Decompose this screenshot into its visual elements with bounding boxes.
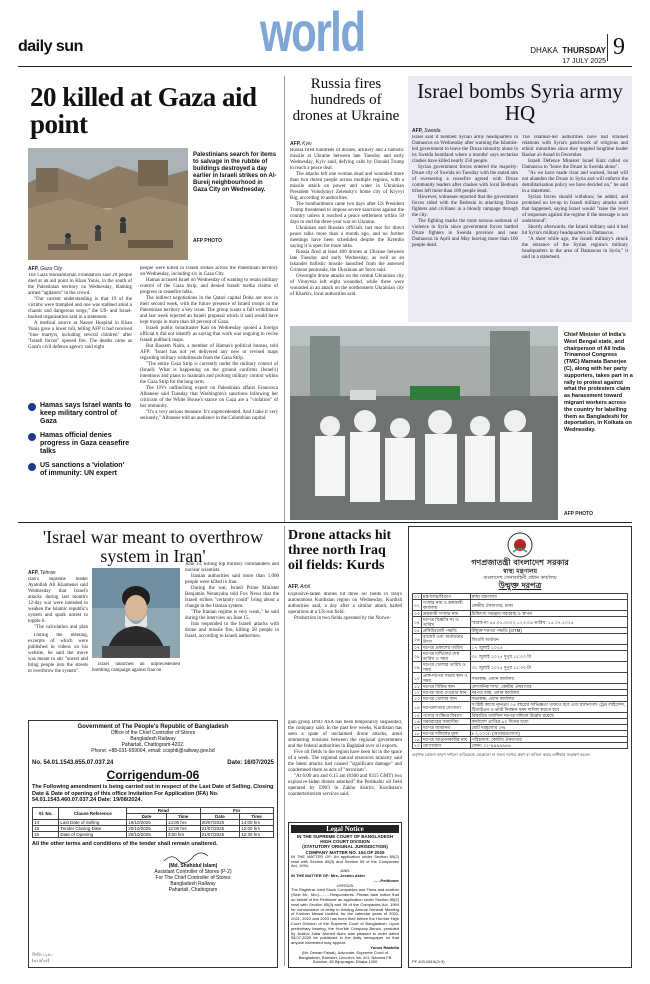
ukraine-paragraph: Overnight drone attacks on the central Ukrainian city of Vinnytsia left eight wounded, while three were wounded in an attack on the northeastern Ukrainian city of Kharkiv, local authorities said. [290, 274, 404, 297]
legal-court3: (STATUTORY ORIGINAL JURISDICTION) [302, 844, 388, 850]
syria-paragraph: "A short while ago, the Israeli military's struck the entrance of the Syrian regime's military headquarters in the area of Damascus in Syria," it said in a statement. [522, 237, 628, 260]
ukraine-dateline-agency: AFP, [290, 141, 301, 147]
railway-office: Office of the Chief Controller of Stores [110, 730, 196, 736]
iran-headline: 'Israel war meant to overthrow system in Iran' [42, 527, 264, 566]
syria-column-1 [412, 135, 518, 315]
syria-dateline-agency: AFP, [412, 128, 423, 134]
iran-paragraph: During the war, Israeli Prime Minister Benjamin Netanyahu told Fox News that the Israeli strikes "certainly could" bring about a change in the Iranian system. [185, 586, 279, 609]
railway-address: Pahartali, Chattogram-4202. [121, 742, 185, 748]
syria-dateline [412, 128, 441, 134]
gaza-rubble-illustration [28, 148, 188, 260]
railway-signer-title1: Assistant Controller of Stores (P-2) [154, 868, 232, 875]
railway-signer-org: Bangladesh Railway [170, 880, 216, 887]
iraq-paragraph: gian group DNO ASA has been temporarily suspended, the company said. In the past few weeks, Kurdistan has seen a spate of unclaimed drone attacks, amid simmering tensions between the regional government and the federal authorities in Baghdad over oil exports. [288, 720, 402, 749]
railway-memo-no: No. 54.01.1543.655.07.037.24 [32, 760, 114, 766]
gaza-paragraph: people were killed in Israeli strikes across the Palestinian territory on Wednesday, including six in Gaza City. [140, 266, 278, 277]
section-rule [18, 522, 632, 523]
mamata-credit: AFP PHOTO [564, 511, 593, 517]
gaza-paragraph: "It's a very serious measure. It's unprecedented. And I take it very seriously," Albanese told an audience in the Colombian capital. [140, 410, 278, 421]
syria-paragraph: Israel said it bombed Syrian army headquarters in Damascus on Wednesday after warning the Islamist-led government to leave the Druze minority alone in its Sweida heartland where a months' says sectarian clashes have killed nearly 250 people. [412, 135, 518, 164]
gaza-paragraph: But Bassem Naim, a member of Hamas's political bureau, told AFP: "Israel has not yet delivered any new or revised maps regarding military withdrawals from the Gaza Strip. [140, 344, 278, 361]
syria-paragraph: However, witnesses reported that the government forces sided with the Bedouin in attacking Druze fighters and civilians in a bloody rampage through the city. [412, 195, 518, 218]
city-label: DHAKA [530, 46, 558, 55]
legal-matter1: IN THE MATTER OF: An application under Section 85(2) read with Section 85(3) and Section 99 of the Companies Act, 1994. [291, 853, 399, 869]
iran-dateline-city: Tehran [40, 570, 56, 576]
table-row: ২০ যোগাযোগ ফোন: ০২-৯৯৯৯৯৯৯ [413, 743, 628, 749]
legal-and: -AND- [339, 868, 351, 874]
iran-paragraph: Iran responded to the Israeli attacks with drone and missile fire, killing 28 people in Israel, according to Israeli authorities. [185, 622, 279, 639]
legal-case: COMPANY MATTER NO. 104 OF 2025 [305, 849, 385, 855]
table-row: ০৫ প্রকিউরমেন্ট পদ্ধতি উন্মুক্ত দরপত্র পদ্ধতি (OTM) [413, 628, 628, 634]
syria-paragraph: The fighting marks the most serious outbreak of violence in Syria since government forces battled Druze fighters in Sweida province and near Damascus in April and May leaving more than 100 people dead. [412, 219, 518, 248]
legal-court2: HIGH COURT DIVISION [320, 839, 370, 845]
syria-paragraph: Israeli Defence Minister Israel Katz called on Damascus to "leave the Druze in Sweida alone". [522, 159, 628, 170]
railway-th: Date [127, 813, 167, 819]
table-row: ১২ দরপত্র জমা দেওয়ার স্থান দরপত্র বাক্স, প্রধান কার্যালয় [413, 690, 628, 696]
iraq-dateline-city: Arbil [300, 584, 311, 590]
masthead-rule [18, 66, 632, 67]
railway-gov-line: Government of The People's Republic of Bangladesh [77, 724, 229, 730]
table-row: ০১ মন্ত্রণালয়/বিভাগ স্বাস্থ্য মন্ত্রণালয় [413, 594, 628, 600]
syria-paragraph: Syrian forces should withdraw, he added, and promised no let-up in Israeli military attacks until that happened, saying Israel would "raise the level of responses against the regime if the message is not understood". [522, 195, 628, 224]
ukraine-paragraph: Ukrainian and Russian officials last met for direct peace talks more than a month ago, and no further meetings have been scheduled despite the Kremlin saying it is open for more talks. [290, 226, 404, 249]
gaza-column-1 [28, 273, 132, 395]
iran-paragraph: "The Iranian regime is very weak," he said during the interview on June 15. [185, 610, 279, 621]
khamenei-photo [92, 568, 180, 658]
syria-paragraph: Syrian government forces entered the majority-Druze city of Sweida on Tuesday with the stated aim of overseeing a ceasefire agreed with Druze community leaders after clashes with local Bedouin tribes left more than 100 people dead. [412, 165, 518, 194]
dateline-block [520, 40, 606, 65]
gaza-paragraph: A medical source at Nasser Hospital in Khan Yunis gave a lower toll, telling AFP it had received "nine martyrs, including several children" after "Israeli forces" opened fire. The deaths came as Gaza's civil defence agency said eight [28, 321, 132, 350]
bullet-dot-icon [28, 433, 36, 441]
railway-footer: All the other terms and conditions of the tender shall remain unaltered. [32, 840, 218, 847]
bn-note: কর্তৃপক্ষ কোনো কারণ দর্শানো ব্যতিরেকে যেকোনো বা সকল দরপত্র গ্রহণ বা বাতিল করার অধিকার সংরক্ষণ করেন। [412, 752, 591, 757]
iran-paragraph: June 13, killing top military commanders and nuclear scientists. [185, 562, 279, 573]
table-row: ০৯ দরপত্র খোলার তারিখ ও সময় ৩১ জুলাই ২০২৫ দুপুর ১২:৩০ টা [413, 662, 628, 673]
table-row: ০৩ ক্রয়কারী সংস্থার নাম চিকিৎসা সরঞ্জাম সরবরাহ ও স্থাপন [413, 611, 628, 617]
ukraine-paragraph: Russia fired at least 400 drones at Ukraine between late Tuesday and early Wednesday, as well as an Iskander ballistic missile launched from the annexed Crimean peninsula, the Ukrainian air force said. [290, 250, 404, 273]
bengali-tender-ad [408, 526, 632, 968]
iraq-dateline [288, 584, 310, 590]
iraq-headline: Drone attacks hit three north Iraq oil fields: Kurds [288, 528, 392, 573]
table-row: ১৮ দরপত্র দলিলের মূল্য ৳ ২,০০০/- (অফেরতযোগ্য) [413, 731, 628, 737]
date-label: 17 JULY 2025 [562, 58, 606, 65]
bn-ministry: স্বাস্থ্য মন্ত্রণালয় [502, 568, 538, 575]
gaza-bullet: US sanctions a 'violation' of immunity: UN expert [28, 462, 132, 478]
masthead [0, 0, 650, 66]
railway-th: Clause Reference [59, 807, 127, 819]
khamenei-illustration [92, 568, 180, 658]
table-row: ০৬ বাজেট এবং অর্থায়নের উৎস জিওবি অর্থায়ন [413, 634, 628, 645]
syria-column-2 [522, 135, 628, 315]
gaza-paragraph: The Gaza Humanitarian Foundation said 20 people died at an aid point in Khan Yunis, in the south of the Palestinian territory on Wednesday, blaming armed "agitators" in the crowd. [28, 273, 132, 296]
railway-ad [28, 720, 278, 968]
railway-body: The Following amendment is being carried out in respect of the Last Date of Selling, Closing Date & Date of opening of this office Invitation For Application (IFA) No. 54.01.1543.460.07.037.24 Date: 19/08/2024. [32, 784, 274, 803]
bullet-dot-icon [28, 463, 36, 471]
gaza-photo-credit: AFP PHOTO [193, 238, 222, 244]
syria-paragraph: "As we have made clear and warned, Israel will not abandon the Druze in Syria and will enforce the demilitarisation policy we have decided on," he said in a statement. [522, 171, 628, 194]
table-row: ১৪ দরপত্রদাতার যোগ্যতা সংশ্লিষ্ট কাজে ন্যূনতম ০৫ বছরের অভিজ্ঞতা থাকতে হবে এবং হালনাগাদ ট্রেড লাইসেন্স, টিআইএন ও ভ্যাট নিবন্ধন সনদ দাখিল করতে হবে [413, 702, 628, 713]
column-divider [284, 526, 285, 966]
bangladesh-emblem-icon [507, 532, 533, 558]
bn-gov-title: গণপ্রজাতন্ত্রী বাংলাদেশ সরকার [471, 558, 569, 567]
iraq-paragraph: Production in two fields operated by the Norwe- [294, 616, 391, 621]
iraq-column-2 [288, 720, 402, 820]
syria-paragraph: The Islamist-led authorities have had strained relations with Syria's patchwork of religious and ethnic minorities since they toppled longtime leader Bashar al-Assad in December. [522, 135, 628, 158]
gaza-column-2 [140, 266, 278, 516]
railway-signer-name: (Md. Shahidul Islam) [168, 862, 218, 869]
iran-column-1c [92, 662, 180, 718]
day-label: THURSDAY [562, 46, 606, 55]
iran-paragraph: Iran's supreme leader Ayatollah Ali Khamenei said Wednesday that Israel's attacks during last month's 12-day war were intended to weaken the Islamic republic's system and spark unrest to topple it. [28, 577, 88, 624]
table-row: 15 Tender Closing Date 20/10/2025 12:00 hrs 21/07/2025 12:00 hrs [33, 825, 274, 831]
ukraine-paragraph: The bombardment came two days after US President Trump threatened to impose severe sanctions against the country unless it reached a peace settlement within 50 days to end the three-year war on Ukraine. [290, 202, 404, 225]
gaza-paragraph: The indirect negotiations in the Qatari capital Doha are now in their second week, with the future presence of Israeli troops in the Palestinian territory a key issue. The group wants a full withdrawal and last week rejected an Israeli proposal which it said would have kept troops in more than 40 percent of Gaza. [140, 296, 278, 325]
ukraine-paragraph: The attacks left one woman dead and wounded more than two dozen people across multiple regions, with a missile attack on power and water in Ukrainian President Volodymyr Zelensky's home city of Kryvyi Rig, according to authorities. [290, 172, 404, 201]
iran-dateline [28, 570, 56, 576]
gaza-paragraph: Israeli public broadcaster Kan on Wednesday quoted a foreign official it did not identify as saying that work was ongoing to revise Israeli pullback maps. [140, 326, 278, 343]
table-row: 14 Last Date of Selling 19/10/2025 14:00 hrs 20/07/2025 14:00 hrs [33, 819, 274, 825]
legal-signer: Yunus Rabbilla [370, 944, 399, 950]
railway-name: Bangladesh Railway [130, 736, 176, 742]
iraq-paragraph: Five oil fields in the region have been hit in the space of a week. The regional natural resources ministry said the latest attacks had caused "significant damage" and condemned them as acts of "terrorism". [288, 750, 402, 773]
ukraine-paragraph: Russia fired hundreds of drones, artillery and a ballistic missile at Ukraine between late Tuesday and early Wednesday, Kyiv said, defying calls by Donald Trump to reach a peace deal. [290, 148, 404, 171]
table-row: ১১ দরপত্র বিক্রির স্থান প্রশাসনিক শাখা, কেন্দ্রীয় ঔষধাগার [413, 684, 628, 690]
gaza-bullet: Hamas official denies progress in Gaza ceasefire talks [28, 432, 132, 456]
bn-directorate: বাংলাদেশ সেনাবাহিনী প্রধান কার্যালয় [483, 575, 557, 581]
kolkata-rally-photo [290, 326, 558, 520]
table-row: 16 Date of Opening 20/10/2025 3:00 hrs 21/07/2025 12:30 hrs [33, 831, 274, 837]
page-number: 9 [607, 34, 625, 61]
railway-table [32, 807, 274, 838]
bn-table [412, 593, 628, 749]
gaza-photo-caption: Palestinians search for items to salvage in the rubble of buildings destroyed a day earlier in Israeli strikes on Al-Bureij neighbourhood in Gaza City on Wednesday. [193, 152, 277, 193]
gaza-dateline-agency: AFP, [28, 266, 39, 272]
bn-doc-title: উন্মুক্ত দরপত্র [498, 581, 542, 590]
railway-th: Read [127, 807, 200, 813]
railway-th: For [200, 807, 273, 813]
iraq-column-1 [288, 592, 402, 724]
ukraine-headline: Russia fires hundreds of drones at Ukraine [292, 76, 400, 124]
syria-paragraph: Shortly afterwards, the Israeli military said it had hit Syria's military headquarters in Damascus. [522, 225, 628, 236]
gaza-bullets [28, 402, 132, 484]
gaza-paragraph: "The entire Gaza Strip is currently under the military control of (Israel). What is happening on the ground confirms (Israel's) intentions and plans to maintain and prolong military control within the Gaza Strip for the long term. [140, 362, 278, 385]
table-row: ১৫ পণ্যের সংক্ষিপ্ত বিবরণ বিস্তারিত তফসিল দরপত্র দলিলে উল্লেখ রয়েছে [413, 713, 628, 719]
legal-body: The Registrar Joint Stock Companies and Firms and another (Sear Mr., Md.)..........Respondents. Please take notice that on behalf of the Petitioner an application under Section 85(2) read with Section 85(3) and 99 of the Companies Act, 1994 for condonation of delay in holding Annual General Meeting of Kushan Mewal Limited, for the calendar years of 2020, 2021, 2022 and 2023 has been filed before the Hon'ble High Court Division of the Supreme Court of Bangladesh. Upon preliminary hearing, the Hon'ble Company Bench, presided by Justice Zafar Ahmed Alam was pleased to order dated 08.07.2025 be published in the daily newspaper so that anyone interested may appear. [291, 887, 399, 946]
syria-headline: Israel bombs Syria army HQ [417, 79, 623, 125]
gaza-paragraph: Hamas accused Israel on Wednesday of wanting to retain military control of the Gaza Strip, and denied Israeli media claims of progress in ceasefire talks. [140, 278, 278, 295]
column-divider [284, 76, 285, 522]
railway-signature-icon [162, 851, 212, 863]
table-row: ১০ প্রাক-দরপত্র সভার স্থান ও সময় সভাকক্ষ, প্রধান কার্যালয় [413, 673, 628, 684]
bullet-dot-icon [28, 403, 36, 411]
railway-signer-place: Pahartali, Chattogram [168, 886, 218, 893]
iran-dateline-agency: AFP, [28, 570, 39, 576]
gaza-paragraph: "Our current understanding is that 19 of the victims were trampled and one was stabbed amid a chaotic and dangerous surge," the US- and Israel-backed organisation said in a statement. [28, 297, 132, 320]
ukraine-dateline-city: Kyiv [302, 141, 312, 147]
railway-phone: Phone: +88-031-659004, email: ccsphtl@railway.gov.bd [91, 748, 215, 754]
iraq-paragraph: Explosive-laden drones hit three oil fields in Iraq's autonomous Kurdistan region on Wednesday, Kurdish authorities said, a day after a similar attack halted operations at a US-run field. [288, 592, 402, 615]
railway-title: Corrigendum-06 [106, 768, 200, 782]
legal-notice [288, 822, 402, 968]
railway-th: Time [166, 813, 200, 819]
ukraine-body [290, 148, 404, 344]
bn-code: PF 403-5615(2+3) [412, 958, 445, 964]
railway-code: জিডি-১২৫০ (৩২৫/২৫) [32, 952, 53, 963]
railway-th: Date [200, 813, 240, 819]
ukraine-dateline [290, 141, 312, 147]
table-row: ১৯ দরপত্র আহ্বানকারীর নাম পরিচালক, কেন্দ্রীয় ঔষধাগার [413, 737, 628, 743]
syria-dateline-city: Sweida [424, 128, 441, 134]
iran-paragraph: "The calculation and plan [34, 625, 88, 630]
table-row: ১৬ সরবরাহের সময়সীমা কার্যাদেশ প্রাপ্তির ৬০ দিনের মধ্যে [413, 719, 628, 725]
mamata-caption: Chief Minister of India's West Bengal state, and chairperson of All India Trinamool Congress (TMC) Mamata Banerjee (C), along with her party supporters, takes part in a rally to protest against what the protesters claim as harassment toward migrant workers across the country for labelling them as Bangladeshi for deportation, in Kolkata on Wednesday. [564, 332, 633, 434]
gaza-dateline-city: Gaza City [40, 266, 63, 272]
iran-paragraph: Iranian authorities said more than 1,000 people were killed in Iran. [185, 574, 279, 585]
newspaper-logo: daily sun [18, 38, 83, 55]
iraq-paragraph: "At 6:00 am and 6:15 am (0300 and 0315 GMT) two explosive-laden drones attacked" the Peshkabir oil field operated by DNO in Zakho district, Kurdistan's counterterrorism services said. [288, 774, 402, 797]
railway-th: Sl. No. [33, 807, 59, 819]
legal-matter2: IN THE MATTER OF: Mrs. Jesmin Akter [291, 873, 366, 878]
section-title: world [260, 0, 365, 63]
table-row: ০৮ দরপত্র দাখিলের শেষ তারিখ ও সময় ৩১ জুলাই ২০২৫ দুপুর ১২:০০ টা [413, 651, 628, 662]
table-row: ১৩ দরপত্র খোলার স্থান সভাকক্ষ, প্রধান কার্যালয় [413, 696, 628, 702]
gaza-bullet: Hamas says Israel wants to keep military control of Gaza [28, 402, 132, 426]
railway-signer-title2: For The Chief Controller of Stores [155, 874, 231, 881]
railway-th: Time [240, 813, 274, 819]
iran-column-1b [28, 633, 88, 717]
iran-paragraph: During the meeting, excerpts of which were published in videos on his website, he said the move was meant to stir "unrest and bring people into the streets to overthrow the system". [28, 633, 88, 674]
gaza-rubble-photo [28, 148, 188, 260]
kolkata-rally-illustration [290, 326, 558, 520]
table-row: ০২ সংস্থার নাম ও ক্রয়কারী কার্যালয় কেন্দ্রীয় ঔষধাগার, ঢাকা [413, 600, 628, 611]
legal-court1: IN THE SUPREME COURT OF BANGLADESH [296, 834, 393, 839]
iran-paragraph: Israel launched an unprecedented bombing campaign against Iran on [92, 662, 180, 673]
table-row: ০৭ দরপত্র প্রকাশের তারিখ ১৭ জুলাই ২০২৫ [413, 645, 628, 651]
legal-petitioner: ......Petitioner [373, 877, 399, 883]
table-row: ১৭ দরপত্র জামানত মোট দরমূল্যের ২% [413, 725, 628, 731]
gaza-paragraph: The UN's unflinching expert on Palestinian affairs Francesca Albanese said Tuesday that Washington's sanctions following her criticism of the White House's stance on Gaza are a "violation" of her immunity. [140, 386, 278, 409]
railway-memo-date: Date: 16/07/2025 [227, 760, 274, 766]
gaza-headline: 20 killed at Gaza aid point [30, 82, 257, 139]
iraq-dateline-agency: AFP, [288, 584, 299, 590]
iran-column-2 [185, 562, 279, 718]
iran-column-1a [28, 577, 88, 631]
legal-title: Legal Notice [291, 825, 399, 833]
table-row: ০৪ দরপত্র বিজ্ঞপ্তি নং ও তারিখ স্মারক নং ৪৫.০১.০০০০.১২৩.০৬ তারিখ: ১৫.০৭.২০২৫ [413, 617, 628, 628]
gaza-dateline [28, 266, 62, 272]
legal-versus: -VERSUS- [335, 882, 355, 888]
legal-signer-details: (Mr. Dewan Faisal), Advocate, Supreme Court of Bangladesh, Barrister, Lincoln's Inn, A/1, Navana FB Solarise, 65 Bijoynagar, Dhaka 1000 [298, 949, 392, 965]
